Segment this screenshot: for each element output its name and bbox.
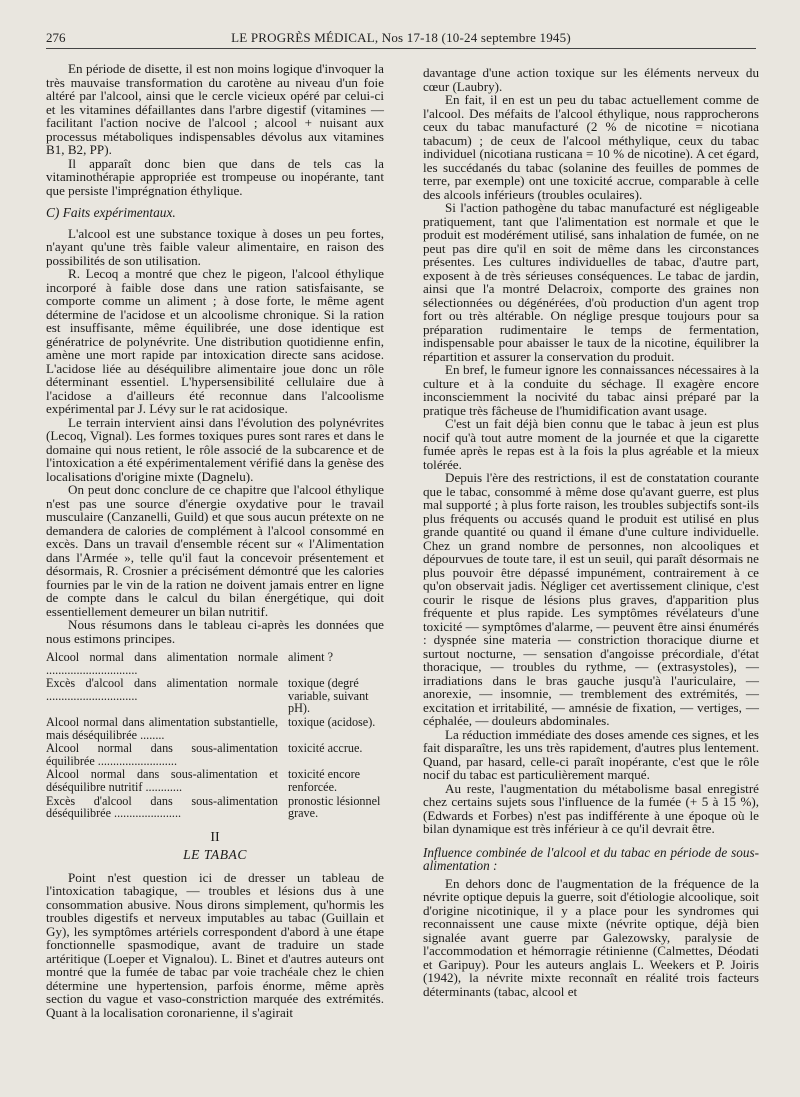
table-row — [46, 716, 384, 742]
table-cell-condition: Excès d'alcool dans sous-alimentation déséquilibrée ...................... — [46, 793, 278, 821]
paragraph: On peut donc conclure de ce chapitre que l'alcool éthylique n'est pas une source d'énergie oxydative pour le travail musculaire (Canzanelli, Guild) et que sous aucun prétexte on ne demandera de calories de complément à l'alcool consommé en excès. Dans un travail d'ensemble récent sur « l'Alimentation dans l'Armée », telle qu'il faut la concevoir présentement et désormais, R. Crosnier a précisément démontré que les calories fournies par le vin de la ration ne doivent jamais entrer en ligne de compte dans le calcul du bilan énergétique, qui doit essentiellement demeurer un bilan nutritif. — [46, 482, 384, 619]
paragraph: Si l'action pathogène du tabac manufacturé est négligeable pratiquement, tant que l'alimentation est normale et que le produit est modérément utilisé, sans inhalation de fumée, on ne peut pas dire qu'il en soit de même dans les circonstances présentes. Les cultures individuelles de tabac, d'autre part, exposent à de très sérieuses conséquences. Le tabac de jardin, ainsi que l'a montré Delacroix, comporte des graines non sélectionnées ou dégénérées, d'où production d'un agent trop fort ou très altérable. On néglige presque toujours pour sa préparation rudimentaire le temps de fermentation, indispensable pour abaisser le taux de la nicotine, équilibrer la répartition et assurer la conservation du produit. — [423, 200, 759, 364]
paragraph: La réduction immédiate des doses amende ces signes, et les fait disparaître, les uns très rapidement, d'autres plus lentement. Quand, par hasard, celle-ci paraît inopérante, c'est que le rôle nocif du tabac est particulièrement marqué. — [423, 726, 759, 782]
section-number: II — [210, 829, 220, 845]
paragraph: Nous résumons dans le tableau ci-après les données que nous estimons principes. — [46, 617, 384, 646]
paragraph: davantage d'une action toxique sur les éléments nerveux du cœur (Laubry). — [423, 65, 759, 94]
page-number: 276 — [46, 30, 66, 45]
paragraph: En fait, il en est un peu du tabac actuellement comme de l'alcool. Des méfaits de l'alcool éthylique, nous rapprocherons ceux du tabac manufacturé (2 % de nicotine = nicotiana tabacum) ; de ceux de l'alcool méthylique, ceux du tabac individuel (nicotiana rusticana = 10 % de nicotine). A cet égard, les succédanés du tabac (solanine des feuilles de pommes de terre, par exemple) ont une toxicité accrue, comparable à celle des alcools inférieurs (troubles oculaires). — [423, 92, 759, 202]
table-cell-effect: pronostic lésionnel grave. — [288, 793, 381, 821]
paragraph: Le terrain intervient ainsi dans l'évolution des polynévrites (Lecoq, Vignal). Les formes toxiques pures sont rares et dans le domaine qui nous retient, le rôle associé de la subcarence et de l'intoxication a été expérimentalement vérifié dans la genèse des localisations d'origine mixte (Dagnelu). — [46, 414, 384, 484]
table-cell-effect: toxique (acidose). — [288, 714, 376, 729]
paragraph: Depuis l'ère des restrictions, il est de constatation courante que le tabac, consommé à même dose qu'avant guerre, est plus mal supporté ; à plus forte raison, les troubles subjectifs sont-ils plus fréquents ou accusés quand le produit est utilisé en plus grande quantité ou quand il émane d'une culture individuelle. Chez un grand nombre de personnes, non alcooliques et dépourvues de toute tare, il est un seuil, qui paraît désormais ne plus pouvoir être dépassé impunément, contrairement à ce qu'on observait jadis. Négliger cet avertissement clinique, c'est courir le risque de lésions plus graves, d'apparition plus fréquente et plus rapide. Les symptômes révélateurs d'une toxicité — symptômes d'alarme, — peuvent être ainsi énumérés : dyspnée sine materia — constriction thoracique diurne et surtout nocturne, — sensation d'angoisse précordiale, d'état thoracique, — troubles du rythme, — (extrasystoles), — irradiations dans le bras gauche jusqu'à l'auriculaire, — anorexie, — insomnie, — tremblement des extrémités, — excitation et irritabilité, — amnésie de fixation, — vertiges, — céphalée, — douleurs abdominales. — [423, 470, 759, 728]
table-cell-condition: Alcool normal dans alimentation normale .............................. — [46, 650, 278, 677]
header-rule — [46, 48, 756, 49]
left-column — [46, 62, 384, 1019]
paragraph: Au reste, l'augmentation du métabolisme basal enregistré chez certains sujets sous l'influence de la fumée (+ 5 à 15 %), (Edwards et Forbes) n'est pas indifférente à une époque où le bilan dynamique est très inférieur à ce qu'il devrait être. — [423, 780, 759, 836]
paragraph: En dehors donc de l'augmentation de la fréquence de la névrite optique depuis la guerre, soit d'étiologie alcoolique, soit d'origine nicotinique, il y a place pour les syndromes qui reconnaissent une cause mixte (névrite optique, déjà bien signalée avant guerre par Galezowsky, paralysie de l'accommodation et hémorragie rétinienne (Calmettes, Déodati et Garipuy). Pour les auteurs anglais L. Weekers et P. Joiris (1942), la névrite mixte reconnaît en réalité trois facteurs déterminants (tabac, alcool et — [423, 875, 759, 999]
table-cell-effect: aliment ? — [288, 650, 334, 664]
table-cell-effect: toxique (degré variable, suivant pH). — [288, 676, 369, 716]
table-row — [46, 651, 384, 677]
paragraph: C'est un fait déjà bien connu que le tabac à jeun est plus nocif qu'à tout autre moment de la journée et que la cigarette fumée après le repas est à la fois la plus agréable et la mieux tolérée. — [423, 416, 759, 472]
table-cell-effect: toxicité encore renforcée. — [288, 767, 361, 794]
table-cell-effect: toxicité accrue. — [288, 741, 363, 756]
paragraph: En bref, le fumeur ignore les connaissances nécessaires à la culture et à la conduite du séchage. Il exagère encore inconsciemment la nocivité du tabac ainsi préparé par la pratique très fâcheuse de l'humidification avant usage. — [423, 362, 759, 418]
table-cell-condition: Alcool normal dans sous-alimentation équilibrée .......................... — [46, 741, 278, 768]
paragraph: Point n'est question ici de dresser un tableau de l'intoxication tabagique, — troubles et lésions dus à une consommation abusive. Nous dirons simplement, qu'hormis les troubles digestifs et nerveux imputables au tabac (Guillain et Gy), les symptômes artériels correspondent d'abord à une étape fonctionnelle spasmodique, avant de traduire un stade artéritique (Loeper et Vignalou). L. Binet et d'autres auteurs ont montré que la fumée de tabac par voie trachéale chez le chien détermine une hypertension, parfois énorme, même après section du vague et vaso-constriction marquée des extrémités. Quant à la localisation coronarienne, il s'agirait — [46, 869, 384, 1020]
summary-table — [46, 651, 384, 821]
table-row — [46, 742, 384, 768]
paragraph: R. Lecoq a montré que chez le pigeon, l'alcool éthylique incorporé à faible dose dans une ration satisfaisante, se comporte comme un aliment ; à dose forte, le même agent détermine de l'acidose et un alcoolisme chronique. Si la ration est insuffisante, même équilibrée, une dose identique est génératrice de polynévrite. Une distribution quotidienne enfin, amène une mort rapide par intoxication directe sans acidose. L'acidose liée au déséquilibre alimentaire joue donc un rôle déterminant essentiel. L'hypersensibilité cellulaire due à l'acidose a d'ailleurs été reconnue dans l'alcoolisme expérimental par J. Lévy sur le rat acidosique. — [46, 266, 384, 416]
running-header — [46, 30, 756, 46]
subsection-heading: C) Faits expérimentaux. — [46, 205, 176, 220]
running-title: LE PROGRÈS MÉDICAL, Nos 17-18 (10-24 septembre 1945) — [231, 30, 571, 45]
right-column — [423, 66, 759, 998]
table-row — [46, 795, 384, 821]
table-cell-condition: Alcool normal dans alimentation substantielle, mais déséquilibrée ........ — [46, 714, 278, 742]
table-row — [46, 768, 384, 794]
paragraph: Il apparaît donc bien que dans de tels cas la vitaminothérapie appropriée est trompeuse ou inopérante, tant que persiste l'imprégnation éthylique. — [46, 155, 384, 198]
section-title: LE TABAC — [183, 847, 247, 863]
paragraph: En période de disette, il est non moins logique d'invoquer la très mauvaise transformation du carotène au niveau d'un foie altéré par l'alcool, ainsi que le cercle vicieux opéré par celui-ci et les vitamines défaillantes dans l'arbre digestif (vitamines — facilitant l'action nocive de l'alcool ; alcool + nuisant aux processus métaboliques indispensables dévolus aux vitamines B1, B2, PP). — [46, 61, 384, 157]
subsection-heading: Influence combinée de l'alcool et du tabac en période de sous-alimentation : — [423, 844, 759, 873]
paragraph: L'alcool est une substance toxique à doses un peu fortes, n'ayant qu'une très faible valeur alimentaire, en raison des possibilités de son utilisation. — [46, 225, 384, 268]
table-cell-condition: Alcool normal dans sous-alimentation et déséquilibre nutritif ............ — [46, 767, 278, 794]
table-row — [46, 677, 384, 716]
table-cell-condition: Excès d'alcool dans alimentation normale .............................. — [46, 676, 278, 703]
